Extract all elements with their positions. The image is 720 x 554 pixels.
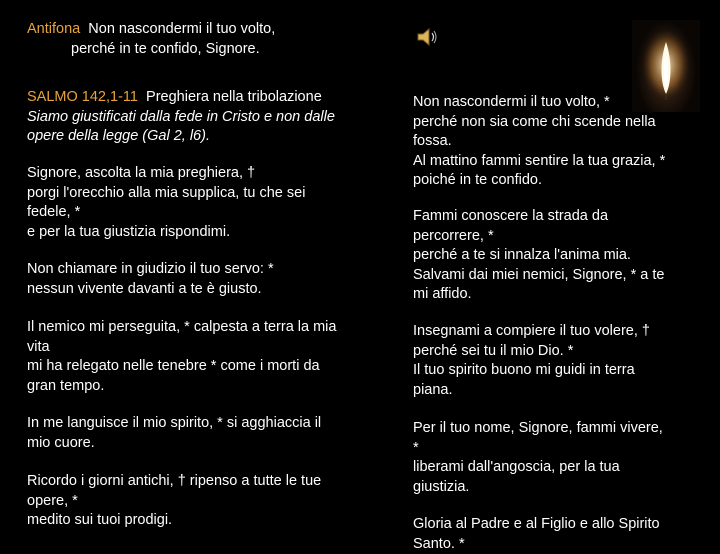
verse-line: piana.	[413, 381, 650, 401]
right-stanza	[413, 207, 664, 305]
left-stanza	[27, 164, 305, 242]
verse-line: Non chiamare in giudizio il tuo servo: *	[27, 260, 274, 280]
speaker-icon[interactable]	[416, 26, 440, 48]
verse-line: perché a te si innalza l'anima mia.	[413, 246, 664, 266]
verse-line: *	[413, 439, 663, 459]
verse-line: nessun vivente davanti a te è giusto.	[27, 280, 274, 300]
verse-line: mio cuore.	[27, 434, 321, 454]
psalm-epigraph-line: opere della legge (Gal 2, l6).	[27, 127, 377, 147]
right-stanza	[413, 93, 665, 191]
psalm-title: SALMO 142,1-11	[27, 89, 138, 105]
verse-line: Salvami dai miei nemici, Signore, * a te	[413, 266, 664, 286]
verse-line: Il nemico mi perseguita, * calpesta a terra la mia	[27, 318, 336, 338]
verse-line: perché sei tu il mio Dio. *	[413, 342, 650, 362]
verse-line: giustizia.	[413, 478, 663, 498]
left-stanza	[27, 260, 274, 299]
left-stanza	[27, 472, 321, 531]
verse-line: percorrere, *	[413, 227, 664, 247]
verse-line: fossa.	[413, 132, 665, 152]
right-stanza	[413, 515, 660, 554]
psalm-epigraph-line: Siamo giustificati dalla fede in Cristo e non dalle	[27, 108, 377, 128]
verse-line: Santo. *	[413, 535, 660, 554]
verse-line: In me languisce il mio spirito, * si agghiaccia il	[27, 414, 321, 434]
left-stanza	[27, 414, 321, 453]
verse-line: Il tuo spirito buono mi guidi in terra	[413, 361, 650, 381]
right-stanza	[413, 322, 650, 400]
verse-line: Per il tuo nome, Signore, fammi vivere,	[413, 419, 663, 439]
verse-line: Signore, ascolta la mia preghiera, †	[27, 164, 305, 184]
right-stanza	[413, 419, 663, 497]
verse-line: perché non sia come chi scende nella	[413, 113, 665, 133]
verse-line: Fammi conoscere la strada da	[413, 207, 664, 227]
verse-line: poiché in te confido.	[413, 171, 665, 191]
verse-line: gran tempo.	[27, 377, 336, 397]
antiphon-label: Antifona	[27, 21, 80, 37]
verse-line: e per la tua giustizia rispondimi.	[27, 223, 305, 243]
verse-line: fedele, *	[27, 203, 305, 223]
verse-line: Non nascondermi il tuo volto, *	[413, 93, 665, 113]
verse-line: Gloria al Padre e al Figlio e allo Spirito	[413, 515, 660, 535]
psalm-heading	[27, 88, 377, 147]
verse-line: opere, *	[27, 492, 321, 512]
verse-line: mi ha relegato nelle tenebre * come i morti da	[27, 357, 336, 377]
verse-line: Insegnami a compiere il tuo volere, †	[413, 322, 650, 342]
antiphon-line-1: Non nascondermi il tuo volto,	[88, 21, 275, 37]
psalm-subtitle: Preghiera nella tribolazione	[146, 89, 322, 105]
antiphon	[27, 20, 275, 59]
left-stanza	[27, 318, 336, 396]
verse-line: medito sui tuoi prodigi.	[27, 511, 321, 531]
verse-line: porgi l'orecchio alla mia supplica, tu che sei	[27, 184, 305, 204]
verse-line: Ricordo i giorni antichi, † ripenso a tutte le tue	[27, 472, 321, 492]
verse-line: mi affido.	[413, 285, 664, 305]
verse-line: vita	[27, 338, 336, 358]
verse-line: Al mattino fammi sentire la tua grazia, *	[413, 152, 665, 172]
verse-line: liberami dall'angoscia, per la tua	[413, 458, 663, 478]
antiphon-line-2: perché in te confido, Signore.	[27, 40, 275, 60]
